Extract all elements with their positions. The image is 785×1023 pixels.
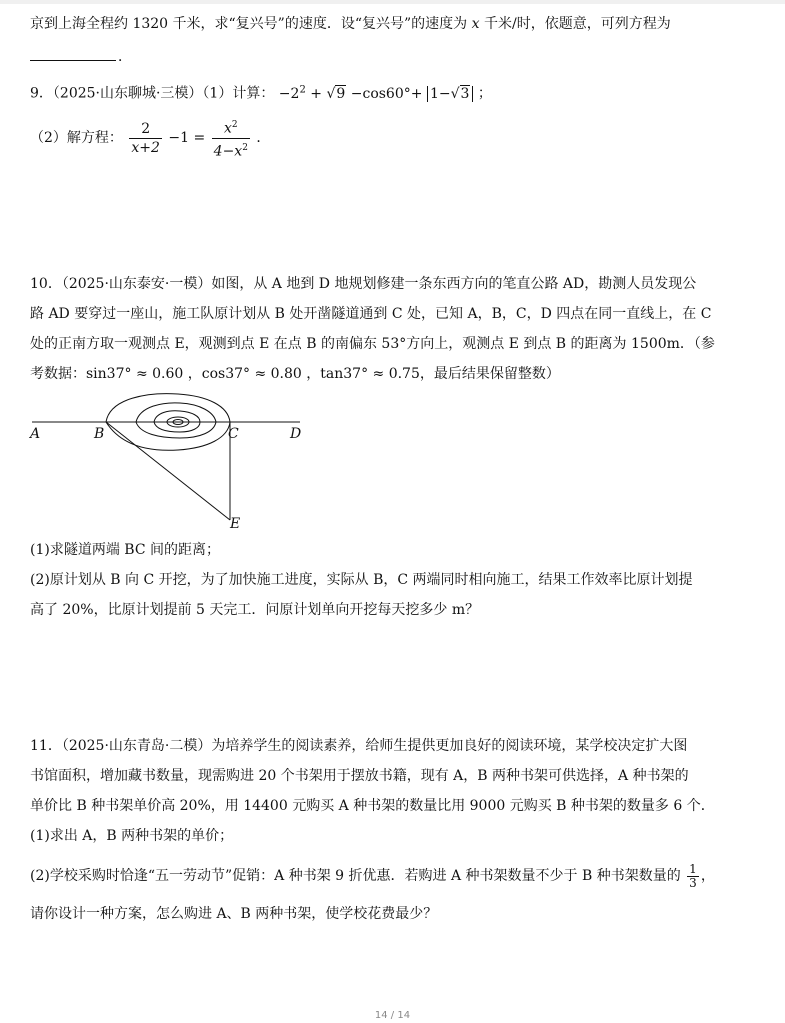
mountain-contour-inner [154, 411, 200, 432]
fraction-x2-over-4-minus-x2: $\frac{x^2}{4-x^2}$ [212, 116, 250, 160]
page-number: 14 / 14 [374, 1010, 411, 1021]
q10-line-2: 路 AD 要穿过一座山，施工队原计划从 B 处开凿隧道通到 C 处，已知 A，B，C，D 四点在同一直线上，在 C [30, 306, 712, 322]
answer-blank [30, 46, 116, 61]
q11-line-1: 11．（2025·山东青岛·二模）为培养学生的阅读素养，给师生提供更加良好的阅读环境，某学校决定扩大图 [30, 738, 688, 754]
q10-sub-2-line-2: 高了 20%，比原计划提前 5 天完工．问原计划单向开挖每天挖多少 m？ [30, 602, 480, 618]
fraction-one-third: $\frac{1}{3}$ [689, 861, 697, 890]
q11-sub-2-line-2: 请你设计一种方案，怎么购进 A、B 两种书架，使学校花费最少？ [30, 906, 438, 922]
q10-line-3: 处的正南方取一观测点 E，观测到点 E 在点 B 的南偏东 53°方向上，观测点 E 到点 B 的距离为 1500m．（参 [30, 336, 715, 352]
q9-line-2: （2）解方程： $\frac{2}{x+2}$ −1 = $\frac{x^2}{4-x^2}$ ． [30, 116, 270, 160]
page-top-edge [0, 0, 785, 4]
q10-line-1: 10．（2025·山东泰安·一模）如图，从 A 地到 D 地规划修建一条东西方向的笔直公路 AD，勘测人员发现公 [30, 276, 697, 292]
q10-figure [28, 388, 318, 536]
q9-line-1: 9．（2025·山东聊城·三模）（1）计算： $-2^2 + √9 -\cos 60^\circ+ 1-√3$ ； [30, 84, 492, 102]
label-D: D [290, 426, 302, 442]
q9-expression: $-2^2 + √9 -\cos 60^\circ+ 1-√3$ [279, 86, 478, 102]
q11-line-2: 书馆面积，增加藏书数量，现需购进 20 个书架用于摆放书籍，现有 A，B 两种书架可供选择，A 种书架的 [30, 768, 689, 784]
abs-value: 1−√3 [427, 86, 473, 102]
q8-line-1: 京到上海全程约 1320 千米，求“复兴号”的速度．设“复兴号”的速度为 x 千米/时，依题意，可列方程为 [30, 16, 671, 32]
sqrt-9: √9 [326, 85, 346, 102]
label-E: E [230, 516, 241, 532]
q10-line-4: 考数据：sin37° ≈ 0.60 ，cos37° ≈ 0.80 ，tan37° ≈ 0.75，最后结果保留整数） [30, 366, 560, 382]
q11-sub-2-line-1: (2)学校采购时恰逢“五一劳动节”促销：A 种书架 9 折优惠．若购进 A 种书架数量不少于 B 种书架数量的 $\frac{1}{3}$ ， [30, 861, 715, 890]
label-C: C [228, 426, 239, 442]
q11-sub-1: (1)求出 A，B 两种书架的单价； [30, 828, 234, 844]
q10-sub-2-line-1: (2)原计划从 B 向 C 开挖，为了加快施工进度，实际从 B，C 两端同时相向施工，结果工作效率比原计划提 [30, 572, 693, 588]
label-A: A [30, 426, 41, 442]
q10-sub-1: (1)求隧道两端 BC 间的距离； [30, 542, 220, 558]
segment-BE [106, 422, 230, 520]
mountain-contour-mid [136, 403, 216, 438]
q11-line-3: 单价比 B 种书架单价高 20%，用 14400 元购买 A 种书架的数量比用 9000 元购买 B 种书架的数量多 6 个． [30, 798, 715, 814]
label-B: B [94, 426, 105, 442]
q8-line-2: ． [30, 46, 132, 67]
fraction-2-over-x-plus-2: $\frac{2}{x+2}$ [131, 120, 160, 156]
